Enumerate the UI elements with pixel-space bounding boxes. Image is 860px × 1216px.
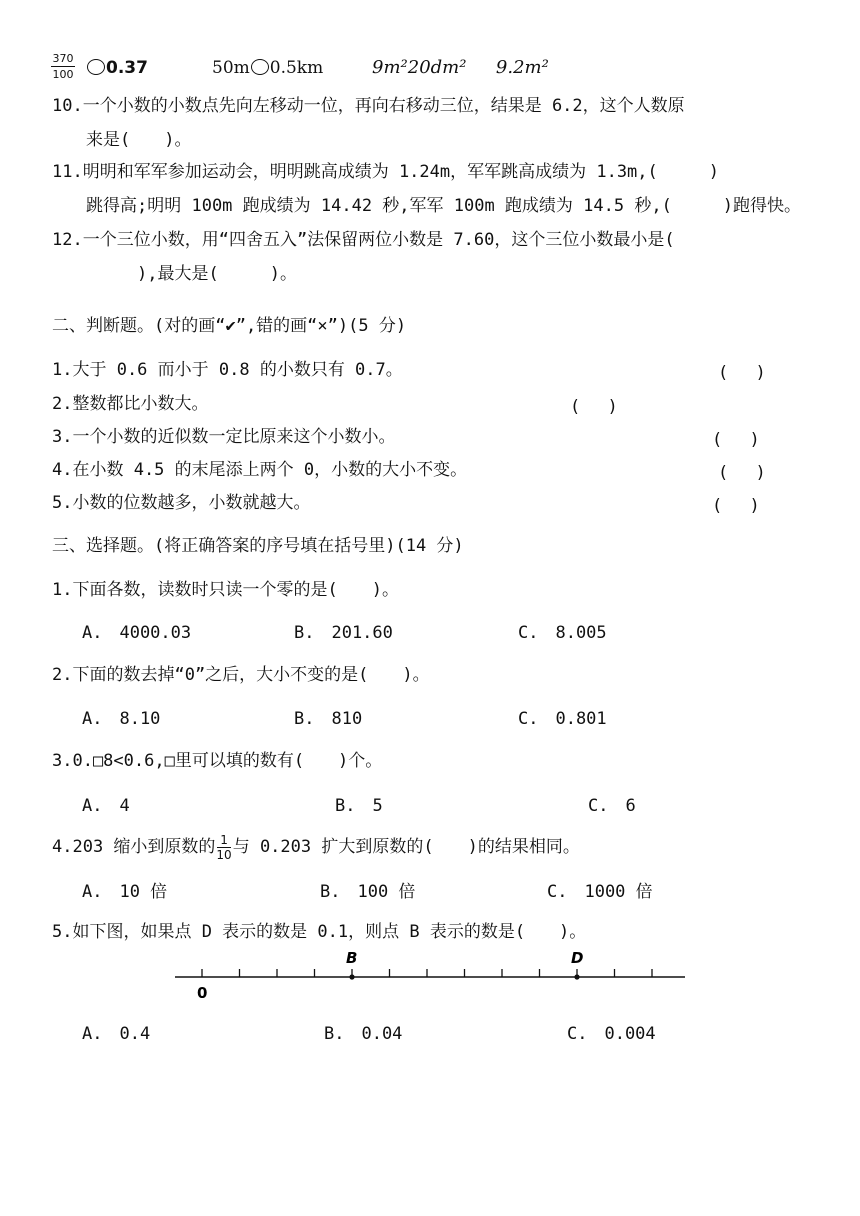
section-judge-heading: 二、判断题。(对的画“✔”,错的画“×”)(5 分) xyxy=(52,316,407,336)
judge-blank-3[interactable]: ( ) xyxy=(712,430,760,450)
point-b-dot xyxy=(349,974,354,979)
choice-q1-option-c[interactable]: C. 8.005 xyxy=(518,623,607,643)
choice-q4-stem xyxy=(52,832,580,862)
choice-q5-option-a[interactable]: A. 0.4 xyxy=(82,1024,151,1044)
point-b-label: B xyxy=(346,949,358,967)
judge-blank-1[interactable]: ( ) xyxy=(718,363,766,383)
judge-blank-5[interactable]: ( ) xyxy=(712,496,760,516)
fraction-denominator: 100 xyxy=(52,68,74,81)
zero-label: 0 xyxy=(197,984,208,1002)
choice-q1-option-a[interactable]: A. 4000.03 xyxy=(82,623,192,643)
compare-3 xyxy=(372,56,549,80)
choice-q2-option-c[interactable]: C. 0.801 xyxy=(518,709,607,729)
choice-q4-option-b[interactable]: B. 100 倍 xyxy=(320,882,416,902)
choice-q2-stem: 2.下面的数去掉“0”之后，大小不变的是( )。 xyxy=(52,665,430,685)
choice-q2-option-b[interactable]: B. 810 xyxy=(294,709,363,729)
compare-3-right: 9.2m² xyxy=(495,57,549,78)
question-11-line1: 11.明明和军军参加运动会，明明跳高成绩为 1.24m，军军跳高成绩为 1.3m,( ) xyxy=(52,162,719,182)
choice-q3-option-c[interactable]: C. 6 xyxy=(588,796,636,816)
question-12-line2: ),最大是( )。 xyxy=(86,264,297,284)
fraction-numerator: 370 xyxy=(52,52,74,65)
judge-item-4: 4.在小数 4.5 的末尾添上两个 0，小数的大小不变。 xyxy=(52,460,468,480)
number-line-ticks xyxy=(202,969,652,977)
compare-1-right: 0.37 xyxy=(106,58,148,78)
choice-q4-stem-pre: 4.203 缩小到原数的 xyxy=(52,837,216,857)
judge-item-5: 5.小数的位数越多，小数就越大。 xyxy=(52,493,311,513)
choice-q3-option-a[interactable]: A. 4 xyxy=(82,796,130,816)
fraction-bar xyxy=(51,66,75,67)
judge-blank-2[interactable]: ( ) xyxy=(570,397,618,417)
compare-3-left: 9m²20dm² xyxy=(372,57,467,78)
number-line-figure xyxy=(170,945,690,1005)
compare-1 xyxy=(86,56,148,80)
compare-circle-blank[interactable] xyxy=(87,59,105,75)
choice-q2-option-a[interactable]: A. 8.10 xyxy=(82,709,161,729)
choice-q1-option-b[interactable]: B. 201.60 xyxy=(294,623,393,643)
choice-q4-option-a[interactable]: A. 10 倍 xyxy=(82,882,168,902)
choice-q5-stem: 5.如下图，如果点 D 表示的数是 0.1，则点 B 表示的数是( )。 xyxy=(52,922,587,942)
fraction-1-10 xyxy=(216,833,231,862)
choice-q5-option-b[interactable]: B. 0.04 xyxy=(324,1024,403,1044)
question-11-line2: 跳得高;明明 100m 跑成绩为 14.42 秒,军军 100m 跑成绩为 14.5 秒,( )跑得快。 xyxy=(86,196,802,216)
judge-item-2: 2.整数都比小数大。 xyxy=(52,394,209,414)
choice-q5-option-c[interactable]: C. 0.004 xyxy=(567,1024,656,1044)
section-choice-heading: 三、选择题。(将正确答案的序号填在括号里)(14 分) xyxy=(52,536,464,556)
choice-q3-stem: 3.0.□8<0.6,□里可以填的数有( )个。 xyxy=(52,751,383,771)
compare-circle-blank[interactable] xyxy=(251,59,269,75)
judge-item-1: 1.大于 0.6 而小于 0.8 的小数只有 0.7。 xyxy=(52,360,403,380)
fraction-370-100 xyxy=(48,52,78,81)
choice-q4-option-c[interactable]: C. 1000 倍 xyxy=(547,882,653,902)
choice-q4-stem-post: 与 0.203 扩大到原数的( )的结果相同。 xyxy=(232,837,580,857)
compare-2 xyxy=(212,56,323,80)
question-10-line1: 10.一个小数的小数点先向左移动一位，再向右移动三位，结果是 6.2，这个人数原 xyxy=(52,96,685,116)
fraction-numerator: 1 xyxy=(220,832,228,847)
question-10-line2: 来是( )。 xyxy=(86,130,192,150)
point-d-dot xyxy=(574,974,579,979)
compare-2-left: 50m xyxy=(212,58,250,78)
choice-q1-stem: 1.下面各数，读数时只读一个零的是( )。 xyxy=(52,580,399,600)
choice-q3-option-b[interactable]: B. 5 xyxy=(335,796,383,816)
judge-item-3: 3.一个小数的近似数一定比原来这个小数小。 xyxy=(52,427,396,447)
question-12-line1: 12.一个三位小数，用“四舍五入”法保留两位小数是 7.60，这个三位小数最小是( xyxy=(52,230,675,250)
fraction-denominator: 10 xyxy=(216,847,232,862)
compare-2-right: 0.5km xyxy=(269,58,324,78)
point-d-label: D xyxy=(571,949,584,967)
judge-blank-4[interactable]: ( ) xyxy=(718,463,766,483)
